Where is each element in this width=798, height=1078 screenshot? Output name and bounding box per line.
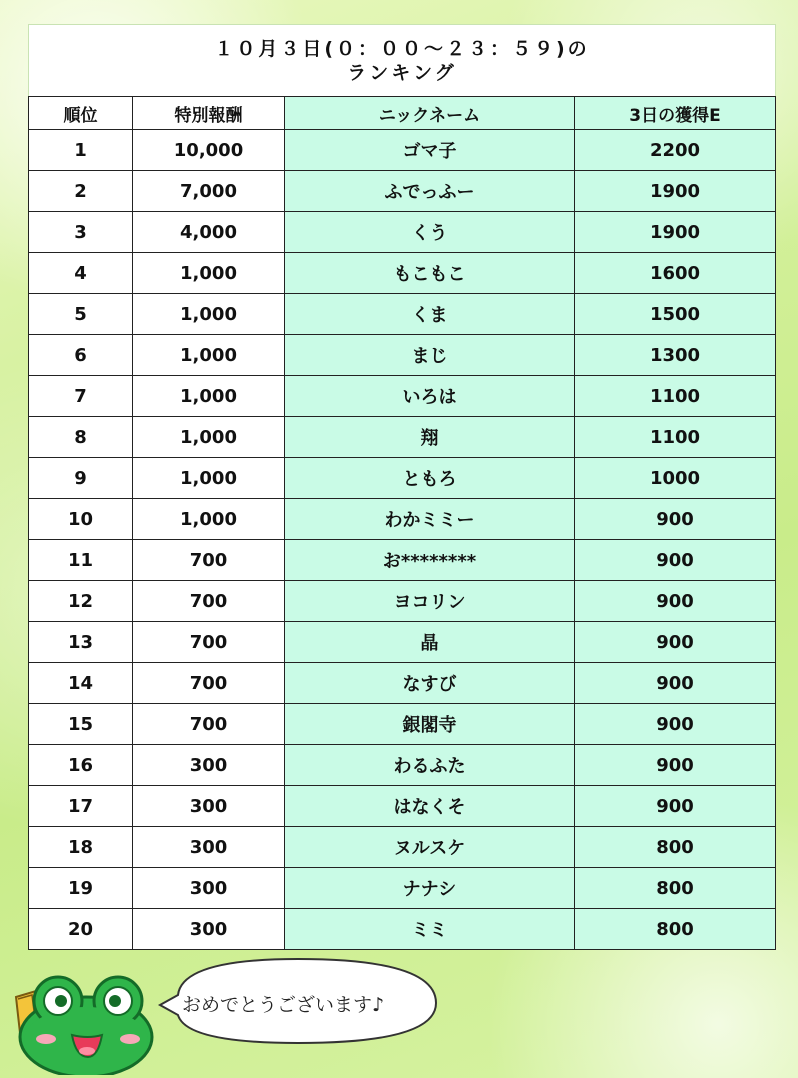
table-row (29, 499, 776, 540)
earned-cell: 800 (575, 827, 776, 868)
reward-cell: 7,000 (133, 171, 285, 212)
reward-cell: 300 (133, 868, 285, 909)
nickname-cell: わかミミー (285, 499, 575, 540)
nickname-cell: ヨコリン (285, 581, 575, 622)
reward-cell: 1,000 (133, 253, 285, 294)
nickname-cell: ともろ (285, 458, 575, 499)
nickname-cell: もこもこ (285, 253, 575, 294)
reward-cell: 700 (133, 663, 285, 704)
earned-cell: 1900 (575, 212, 776, 253)
reward-cell: 1,000 (133, 376, 285, 417)
table-row (29, 704, 776, 745)
rank-cell: 13 (29, 622, 133, 663)
title-line2: ランキング (347, 62, 457, 84)
table-row (29, 786, 776, 827)
reward-cell: 700 (133, 581, 285, 622)
nickname-cell: ヌルスケ (285, 827, 575, 868)
reward-cell: 1,000 (133, 417, 285, 458)
table-row (29, 745, 776, 786)
rank-cell: 3 (29, 212, 133, 253)
congrats-message: おめでとうございます♪ (182, 994, 385, 1016)
reward-cell: 1,000 (133, 335, 285, 376)
earned-cell: 900 (575, 786, 776, 827)
earned-cell: 1600 (575, 253, 776, 294)
reward-cell: 300 (133, 745, 285, 786)
earned-cell: 1300 (575, 335, 776, 376)
earned-cell: 1500 (575, 294, 776, 335)
nickname-cell: ミミ (285, 909, 575, 950)
earned-cell: 2200 (575, 130, 776, 171)
rank-cell: 5 (29, 294, 133, 335)
table-row (29, 376, 776, 417)
nickname-cell: なすび (285, 663, 575, 704)
rank-cell: 18 (29, 827, 133, 868)
reward-cell: 1,000 (133, 458, 285, 499)
table-row (29, 458, 776, 499)
earned-cell: 1100 (575, 417, 776, 458)
rank-cell: 14 (29, 663, 133, 704)
nickname-cell: お******** (285, 540, 575, 581)
reward-cell: 10,000 (133, 130, 285, 171)
frog-mascot-icon (6, 975, 156, 1075)
reward-cell: 300 (133, 909, 285, 950)
nickname-cell: ゴマ子 (285, 130, 575, 171)
earned-cell: 1000 (575, 458, 776, 499)
nickname-cell: わるふた (285, 745, 575, 786)
rank-cell: 17 (29, 786, 133, 827)
header-earned: 3日の獲得E (575, 97, 776, 130)
nickname-cell: 晶 (285, 622, 575, 663)
table-row (29, 581, 776, 622)
rank-cell: 2 (29, 171, 133, 212)
table-row (29, 171, 776, 212)
rank-cell: 6 (29, 335, 133, 376)
rank-cell: 9 (29, 458, 133, 499)
nickname-cell: いろは (285, 376, 575, 417)
rank-cell: 12 (29, 581, 133, 622)
rank-cell: 1 (29, 130, 133, 171)
table-row (29, 909, 776, 950)
earned-cell: 900 (575, 622, 776, 663)
table-row (29, 540, 776, 581)
rank-cell: 4 (29, 253, 133, 294)
earned-cell: 1900 (575, 171, 776, 212)
reward-cell: 300 (133, 786, 285, 827)
table-row (29, 253, 776, 294)
nickname-cell: くま (285, 294, 575, 335)
ranking-title (28, 24, 776, 96)
reward-cell: 300 (133, 827, 285, 868)
table-row (29, 212, 776, 253)
rank-cell: 10 (29, 499, 133, 540)
rank-cell: 7 (29, 376, 133, 417)
reward-cell: 1,000 (133, 499, 285, 540)
reward-cell: 700 (133, 540, 285, 581)
table-row (29, 130, 776, 171)
earned-cell: 900 (575, 581, 776, 622)
nickname-cell: ナナシ (285, 868, 575, 909)
header-nickname: ニックネーム (285, 97, 575, 130)
nickname-cell: はなくそ (285, 786, 575, 827)
header-rank: 順位 (29, 97, 133, 130)
table-row (29, 294, 776, 335)
nickname-cell: 翔 (285, 417, 575, 458)
reward-cell: 4,000 (133, 212, 285, 253)
ranking-table (28, 96, 776, 950)
earned-cell: 1100 (575, 376, 776, 417)
nickname-cell: 銀閣寺 (285, 704, 575, 745)
ranking-rows (29, 130, 776, 950)
title-line1: １０月３日(０：００～２３：５９)の (214, 38, 590, 60)
ranking-panel (28, 24, 776, 950)
table-row (29, 663, 776, 704)
rank-cell: 15 (29, 704, 133, 745)
earned-cell: 900 (575, 704, 776, 745)
rank-cell: 20 (29, 909, 133, 950)
rank-cell: 16 (29, 745, 133, 786)
table-row (29, 622, 776, 663)
nickname-cell: まじ (285, 335, 575, 376)
nickname-cell: ふでっふー (285, 171, 575, 212)
earned-cell: 900 (575, 499, 776, 540)
table-header-row (29, 97, 776, 130)
nickname-cell: くう (285, 212, 575, 253)
rank-cell: 8 (29, 417, 133, 458)
rank-cell: 19 (29, 868, 133, 909)
reward-cell: 700 (133, 622, 285, 663)
rank-cell: 11 (29, 540, 133, 581)
earned-cell: 900 (575, 663, 776, 704)
table-row (29, 827, 776, 868)
earned-cell: 800 (575, 909, 776, 950)
reward-cell: 1,000 (133, 294, 285, 335)
earned-cell: 800 (575, 868, 776, 909)
table-row (29, 417, 776, 458)
table-row (29, 335, 776, 376)
table-row (29, 868, 776, 909)
header-reward: 特別報酬 (133, 97, 285, 130)
earned-cell: 900 (575, 745, 776, 786)
earned-cell: 900 (575, 540, 776, 581)
reward-cell: 700 (133, 704, 285, 745)
